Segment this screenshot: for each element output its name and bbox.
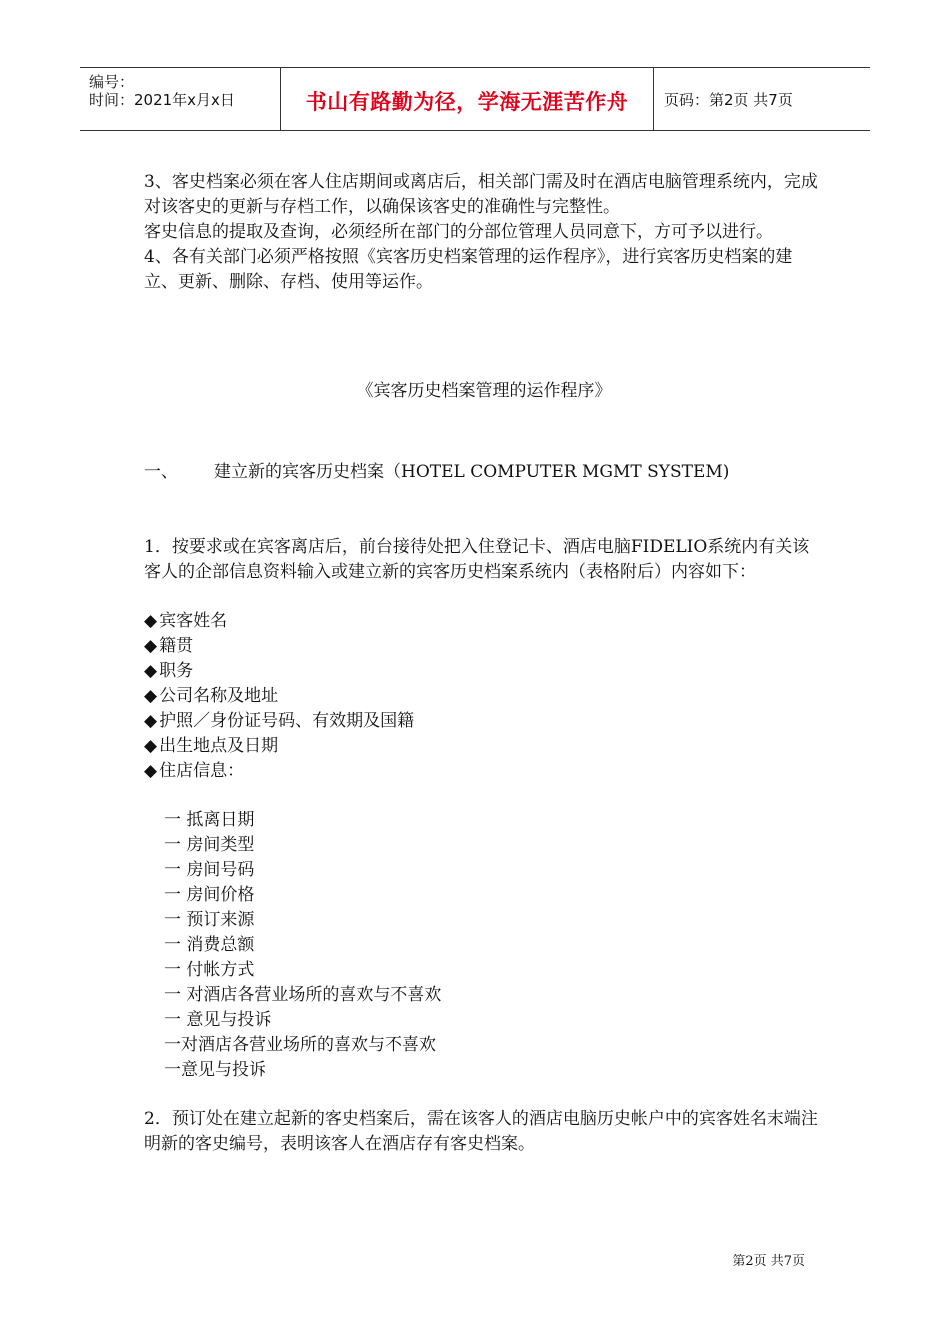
list-item: 一 抵离日期 [164, 810, 255, 830]
page-footer: 第2页 共7页 [732, 1254, 805, 1269]
list-item: ◆ 宾客姓名 [144, 611, 228, 631]
paragraph-query: 客史信息的提取及查询，必须经所在部门的分部位管理人员同意下，方可予以进行。 [144, 222, 773, 242]
list-item: 一意见与投诉 [164, 1060, 266, 1080]
list-item: 一 预订来源 [164, 910, 255, 930]
list-item: ◆ 住店信息： [144, 761, 245, 781]
diamond-bullet-icon: ◆ [144, 711, 158, 731]
section-heading [144, 460, 824, 485]
diamond-bullet-icon: ◆ [144, 611, 158, 631]
document-body [144, 170, 824, 1157]
section-number: 一、 [144, 462, 178, 482]
page-header [80, 67, 870, 131]
stay-info-list [144, 808, 824, 1083]
list-item: ◆ 籍贯 [144, 636, 194, 656]
header-motto: 书山有路勤为径，学海无涯苦作舟 [305, 90, 629, 114]
list-item: 一 付帐方式 [164, 960, 255, 980]
list-item: ◆ 出生地点及日期 [144, 736, 279, 756]
header-page-number: 页码：第2页 共7页 [664, 91, 793, 109]
paragraph-3: 3、客史档案必须在客人住店期间或离店后，相关部门需及时在酒店电脑管理系统内，完成对该客史的更新与存档工作，以确保该客史的准确性与完整性。 [144, 172, 818, 217]
list-item: 一 消费总额 [164, 935, 255, 955]
step-2-paragraph: 2．预订处在建立起新的客史档案后，需在该客人的酒店电脑历史帐户中的宾客姓名末端注明新的客史编号，表明该客人在酒店存有客史档案。 [144, 1109, 818, 1154]
list-item: ◆ 公司名称及地址 [144, 686, 279, 706]
doc-number-label: 编号： [89, 73, 135, 91]
doc-time-label: 时间：2021年x月x日 [89, 91, 235, 109]
list-item: 一 对酒店各营业场所的喜欢与不喜欢 [164, 985, 442, 1005]
diamond-bullet-icon: ◆ [144, 686, 158, 706]
diamond-bullet-icon: ◆ [144, 736, 158, 756]
diamond-bullet-icon: ◆ [144, 761, 158, 781]
section-title: 建立新的宾客历史档案（HOTEL COMPUTER MGMT SYSTEM) [214, 462, 730, 482]
bullet-list [144, 609, 824, 784]
list-item: 一 房间价格 [164, 885, 255, 905]
procedure-title: 《宾客历史档案管理的运作程序》 [356, 381, 612, 401]
header-page-cell [654, 68, 870, 130]
list-item: 一 意见与投诉 [164, 1010, 272, 1030]
list-item: 一对酒店各营业场所的喜欢与不喜欢 [164, 1035, 436, 1055]
header-meta-cell [80, 68, 281, 130]
header-motto-cell [281, 68, 654, 130]
list-item: ◆ 护照／身份证号码、有效期及国籍 [144, 711, 415, 731]
diamond-bullet-icon: ◆ [144, 661, 158, 681]
list-item: 一 房间类型 [164, 835, 255, 855]
step-1-paragraph: 1．按要求或在宾客离店后，前台接待处把入住登记卡、酒店电脑FIDELIO系统内有关该客人的企部信息资料输入或建立新的宾客历史档案系统内（表格附后）内容如下： [144, 537, 810, 582]
list-item: ◆ 职务 [144, 661, 194, 681]
diamond-bullet-icon: ◆ [144, 636, 158, 656]
list-item: 一 房间号码 [164, 860, 255, 880]
paragraph-4: 4、各有关部门必须严格按照《宾客历史档案管理的运作程序》，进行宾客历史档案的建 立、更新、删除、存档、使用等运作。 [144, 247, 793, 292]
